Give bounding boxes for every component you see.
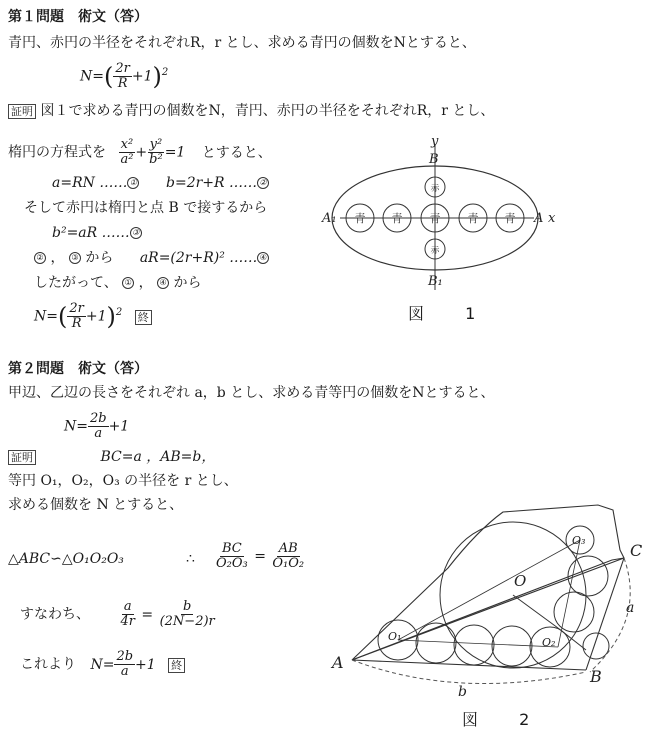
problem1-intro: 青円、赤円の半径をそれぞれR，r とし、求める青円の個数をNとすると、	[8, 35, 476, 51]
therefore-line: したがって、 ① ， ④ から	[34, 275, 202, 291]
proof-tag: 証明	[8, 450, 36, 465]
problem1-answer: N=( $\frac{2r}{R}$ +1)$^2$	[80, 61, 169, 91]
proof-tag: 証明	[8, 104, 36, 119]
problem2-heading: 第２問題 術文（答）	[8, 361, 148, 377]
label-a: a	[626, 600, 635, 616]
label-B: B	[429, 152, 439, 167]
ratio-equation: $\frac{BC}{\text{O₂O₃}}$ = $\frac{AB}{\text{O₁O₂}}$	[216, 541, 305, 571]
label-A1: A₁	[322, 211, 337, 226]
blue-circle-label: 青	[429, 212, 441, 225]
label-x: x	[548, 211, 556, 226]
problem1-final: N=( $\frac{2r}{R}$ +1)$^2$ 終	[34, 302, 152, 331]
figure1-caption: 図 1	[408, 304, 494, 323]
red-circle-label: 赤	[430, 246, 440, 256]
label-O: O	[514, 572, 527, 590]
label-O1: O₁	[388, 630, 402, 643]
problem1-proof-intro: 証明 図１で求める青円の個数をN，青円、赤円の半径をそれぞれR，r とし、	[8, 104, 494, 118]
blue-circle-label: 青	[504, 212, 516, 225]
problem1-heading: 第１問題 術文（答）	[8, 9, 148, 25]
therefore-symbol: ∴	[186, 551, 195, 567]
count-statement: 求める個数を N とすると、	[8, 497, 184, 513]
radius-statement: 等円 O₁，O₂，O₃ の半径を r とし、	[8, 473, 238, 489]
equation-1: a=RN …… ①	[52, 176, 139, 190]
label-A: A	[534, 211, 544, 226]
end-mark: 終	[135, 310, 152, 325]
figure1-diagram	[320, 135, 560, 295]
red-circle-label: 赤	[430, 184, 440, 194]
blue-circle-label: 青	[391, 212, 403, 225]
label-O3: O₃	[572, 534, 586, 547]
end-mark: 終	[168, 658, 185, 673]
similar-triangles: △ABC∽△O₁O₂O₃	[8, 551, 124, 567]
blue-circle-label: 青	[467, 212, 479, 225]
tangent-statement: そして赤円は楕円と点 B で接するから	[24, 200, 268, 216]
ellipse-equation-line: 楕円の方程式を $\frac{\text{x²}}{\text{a²}}$ + $\frac{\text{y²}}{\text{b²}}$ =1 とすると、	[8, 137, 272, 167]
label-C: C	[630, 541, 643, 560]
equation-2: b=2r+R …… ②	[166, 176, 269, 190]
figure2-caption: 図 2	[462, 710, 548, 729]
from-2-3-line: ② ， ③ から aR=(2r+R)² …… ④	[34, 251, 269, 265]
label-b: b	[458, 684, 467, 700]
blue-circle-label: 青	[354, 212, 366, 225]
label-A: A	[332, 653, 344, 672]
problem2-intro: 甲辺、乙辺の長さをそれぞれ a，b とし、求める青等円の個数をNとすると、	[8, 385, 495, 401]
problem2-answer: N= $\frac{2b}{a}$ +1	[64, 411, 130, 441]
label-y: y	[431, 135, 439, 149]
figure2-diagram	[328, 500, 648, 700]
problem2-given: 証明 BC=a ，AB=b，	[8, 450, 215, 464]
hence-line: これより N= $\frac{2b}{a}$ +1 終	[20, 650, 185, 679]
namely-line: すなわち、 $\frac{a}{4r}$ = $\frac{b}{(2N-2)r}$	[20, 599, 215, 629]
label-B: B	[590, 667, 602, 686]
label-B1: B₁	[428, 274, 443, 289]
equation-3: b²=aR …… ③	[52, 226, 142, 240]
label-O2: O₂	[542, 636, 556, 649]
